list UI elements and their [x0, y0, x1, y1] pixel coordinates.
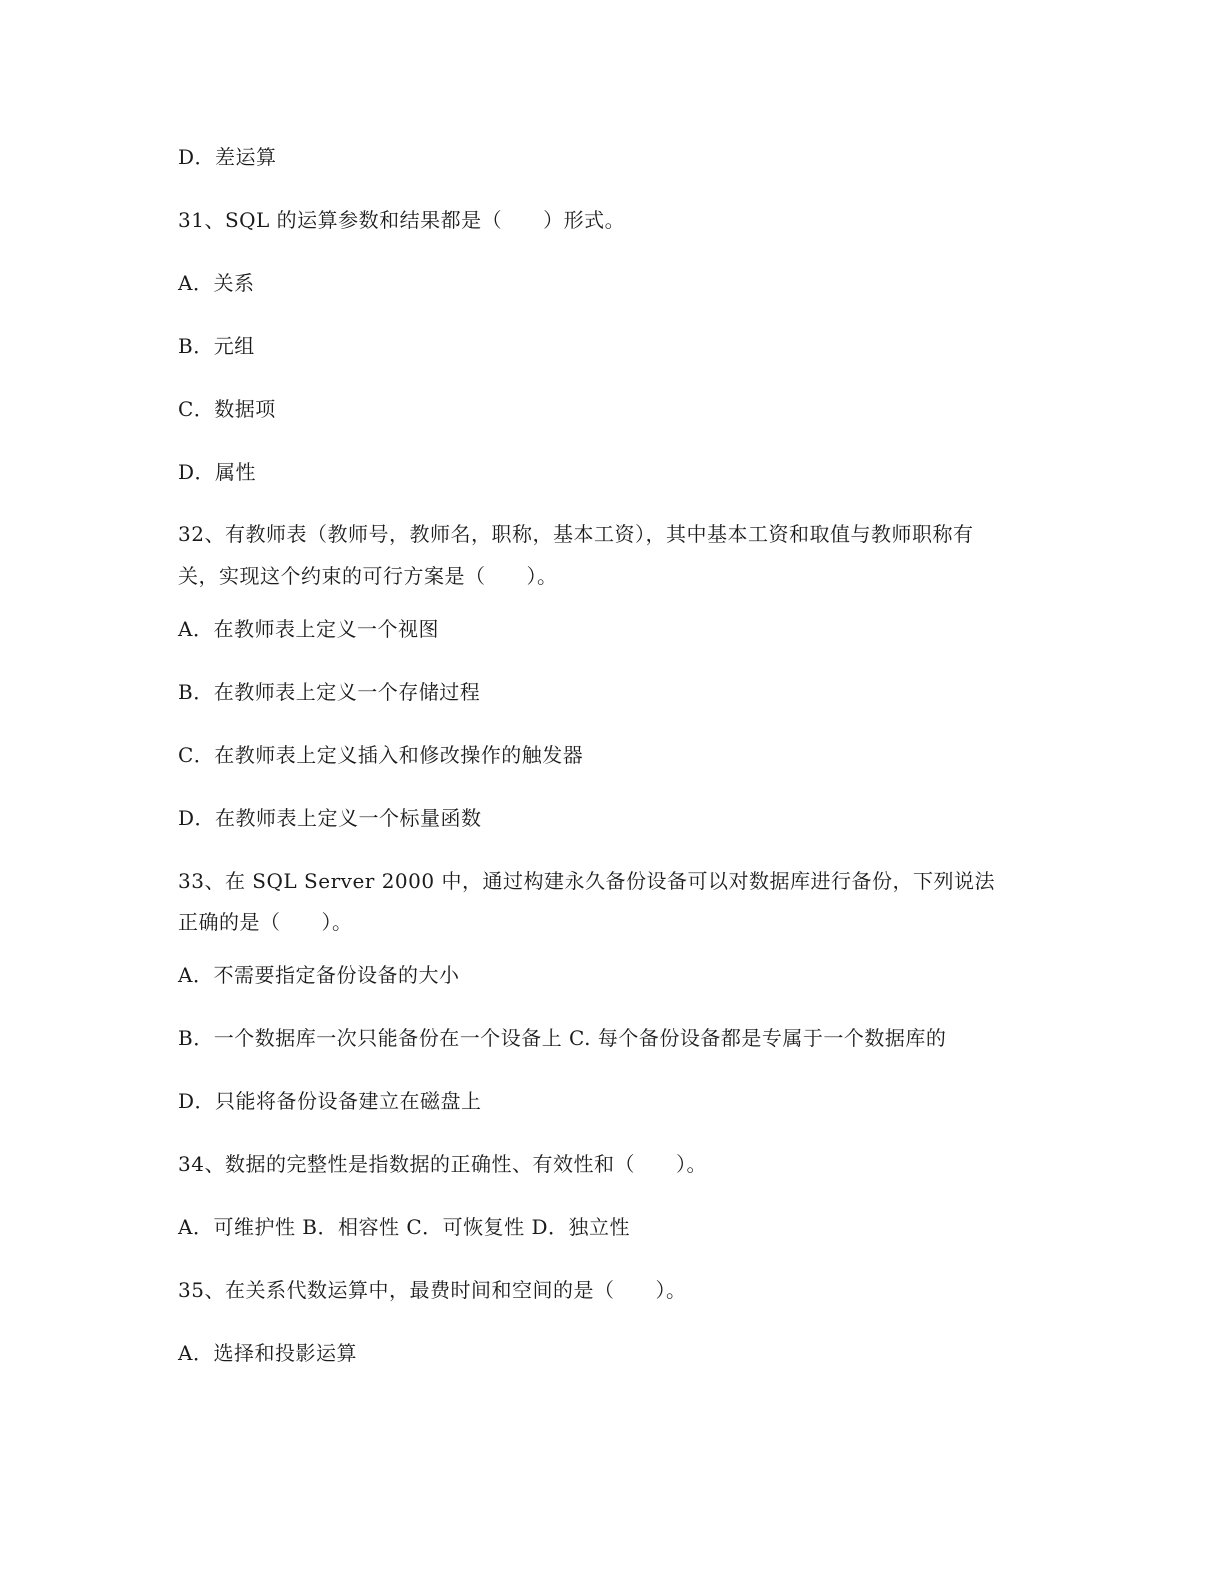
option-b-q32: B．在教师表上定义一个存储过程: [178, 680, 481, 704]
option-a-q32: A．在教师表上定义一个视图: [178, 617, 439, 641]
option-a-q31: A．关系: [178, 271, 255, 295]
option-a-q33: A．不需要指定备份设备的大小: [178, 963, 460, 987]
question-32-line-2: 关，实现这个约束的可行方案是（ ）。: [178, 564, 558, 588]
option-d-q33: D．只能将备份设备建立在磁盘上: [178, 1089, 482, 1113]
question-33-line-2: 正确的是（ ）。: [178, 910, 353, 934]
question-34: 34、数据的完整性是指数据的正确性、有效性和（ ）。: [178, 1152, 707, 1176]
option-b-c-q33: B．一个数据库一次只能备份在一个设备上 C. 每个备份设备都是专属于一个数据库的: [178, 1026, 947, 1050]
option-d-q31: D．属性: [178, 460, 257, 484]
option-a-q35: A．选择和投影运算: [178, 1341, 357, 1365]
question-31: 31、SQL 的运算参数和结果都是（ ）形式。: [178, 208, 626, 232]
option-d-q30: D．差运算: [178, 145, 277, 169]
question-35: 35、在关系代数运算中，最费时间和空间的是（ ）。: [178, 1278, 687, 1302]
options-q34: A．可维护性 B．相容性 C．可恢复性 D．独立性: [178, 1215, 631, 1239]
option-c-q32: C．在教师表上定义插入和修改操作的触发器: [178, 743, 584, 767]
option-c-q31: C．数据项: [178, 397, 276, 421]
question-33-line-1: 33、在 SQL Server 2000 中，通过构建永久备份设备可以对数据库进行备份，下列说法: [178, 869, 995, 893]
option-b-q31: B．元组: [178, 334, 255, 358]
question-32-line-1: 32、有教师表（教师号，教师名，职称，基本工资），其中基本工资和取值与教师职称有: [178, 522, 974, 546]
option-d-q32: D．在教师表上定义一个标量函数: [178, 806, 482, 830]
